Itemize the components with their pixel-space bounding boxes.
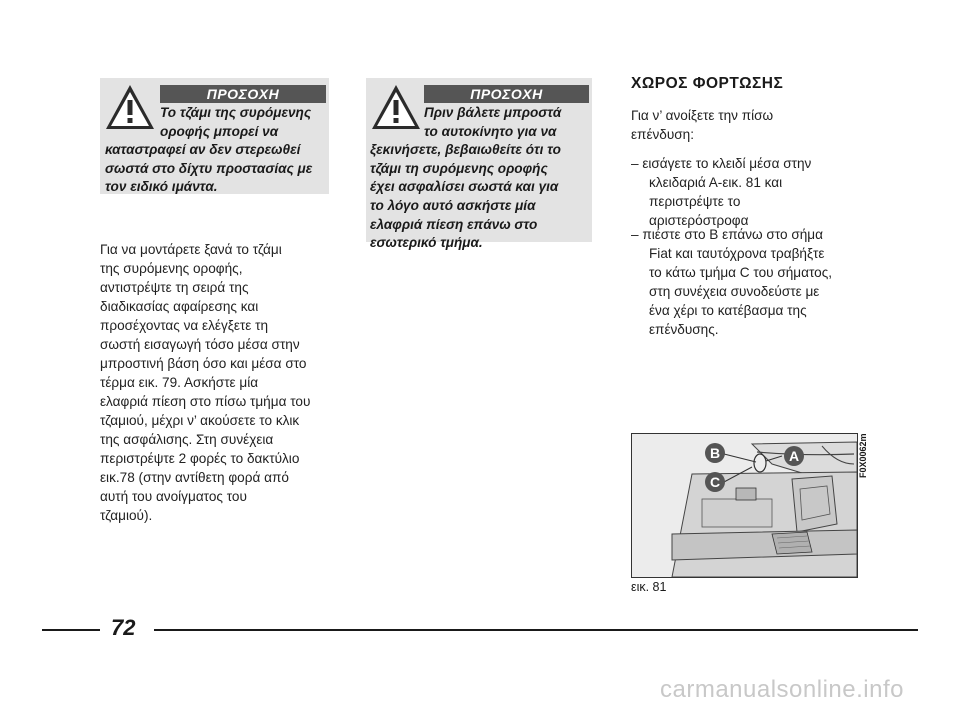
step-line: αριστερόστροφα: [649, 213, 749, 228]
warning-line: το αυτοκίνητο για να: [424, 123, 557, 139]
figure-rear-hatch: [631, 433, 858, 578]
intro-line: Για ν’ ανοίξετε την πίσω: [631, 108, 774, 123]
warning-line: ξεκινήσετε, βεβαιωθείτε ότι το: [370, 142, 561, 158]
marker-a: A: [784, 446, 804, 466]
paragraph-line: της συρόμενης οροφής,: [100, 261, 243, 276]
paragraph-line: τζαμιού, μέχρι ν’ ακούσετε το κλικ: [100, 413, 300, 428]
paragraph-line: τέρμα εικ. 79. Ασκήστε μία: [100, 375, 259, 390]
paragraph-line: ελαφριά πίεση στο πίσω τμήμα του: [100, 394, 311, 409]
footer-rule-right: [154, 629, 918, 631]
marker-b: B: [705, 443, 725, 463]
footer-rule-left: [42, 629, 100, 631]
warning-line: το λόγο αυτό ασκήστε μία: [370, 197, 536, 213]
warning-header: ΠΡΟΣΟΧΗ: [160, 85, 326, 103]
paragraph-line: αντιστρέψτε τη σειρά της: [100, 280, 249, 295]
section-intro: [631, 106, 773, 144]
step-line: κλειδαριά Α-εικ. 81 και: [649, 175, 783, 190]
warning-box-roof-glass: [100, 78, 329, 194]
paragraph-line: σωστή εισαγωγή τόσο μέσα στην: [100, 337, 300, 352]
marker-c: C: [705, 472, 725, 492]
paragraph-line: μπροστινή βάση όσο και μέσα στο: [100, 356, 307, 371]
step-line: ένα χέρι το κατέβασμα της: [649, 303, 807, 318]
warning-line: ελαφριά πίεση επάνω στο: [370, 216, 538, 232]
paragraph-line: περιστρέψτε 2 φορές το δακτύλιο: [100, 451, 300, 466]
figure-caption: εικ. 81: [631, 580, 667, 594]
paragraph-line: εικ.78 (στην αντίθετη φορά από: [100, 470, 289, 485]
paragraph-line: αυτή του ανοίγματος του: [100, 489, 247, 504]
warning-line: εσωτερικό τμήμα.: [370, 235, 483, 251]
warning-line: καταστραφεί αν δεν στερεωθεί: [105, 142, 301, 158]
warning-text: [100, 104, 329, 197]
step-line: επένδυσης.: [649, 322, 719, 337]
reassembly-paragraph: [100, 240, 340, 525]
paragraph-line: διαδικασίας αφαίρεσης και: [100, 299, 259, 314]
warning-line: σωστά στο δίχτυ προστασίας με: [105, 160, 313, 176]
paragraph-line: τζαμιού).: [100, 508, 153, 523]
paragraph-line: Για να μοντάρετε ξανά το τζάμι: [100, 242, 282, 257]
warning-line: οροφής μπορεί να: [160, 123, 279, 139]
warning-line: Το τζάμι της συρόμενης: [160, 105, 312, 120]
rear-car-illustration: [632, 434, 857, 577]
step-line: περιστρέψτε το: [649, 194, 741, 209]
step-insert-key: [631, 154, 811, 230]
warning-box-start-engine: [366, 78, 592, 251]
paragraph-line: της ασφάλισης. Στη συνέχεια: [100, 432, 274, 447]
warning-text: [366, 104, 592, 253]
paragraph-line: προσέχοντας να ελέγξετε τη: [100, 318, 269, 333]
figure-code: F0X0062m: [858, 433, 868, 478]
step-line: στη συνέχεια συνοδεύστε με: [649, 284, 820, 299]
step-line: το κάτω τμήμα C του σήματος,: [649, 265, 833, 280]
step-press-badge: [631, 225, 832, 339]
step-line: Fiat και ταυτόχρονα τραβήξτε: [649, 246, 825, 261]
section-title: ΧΩΡΟΣ ΦΟΡΤΩΣΗΣ: [631, 75, 784, 92]
watermark: carmanualsonline.info: [660, 676, 904, 703]
warning-line: Πριν βάλετε μπροστά: [424, 105, 562, 120]
page-number: 72: [111, 615, 136, 640]
warning-line: τον ειδικό ιμάντα.: [105, 179, 218, 195]
warning-line: τζάμι τη συρόμενης οροφής: [370, 160, 548, 176]
warning-line: έχει ασφαλίσει σωστά και για: [370, 179, 559, 195]
intro-line: επένδυση:: [631, 127, 695, 142]
step-line: – εισάγετε το κλειδί μέσα στην: [631, 156, 812, 171]
step-line: – πιέστε στο Β επάνω στο σήμα: [631, 227, 823, 242]
warning-header: ΠΡΟΣΟΧΗ: [424, 85, 589, 103]
